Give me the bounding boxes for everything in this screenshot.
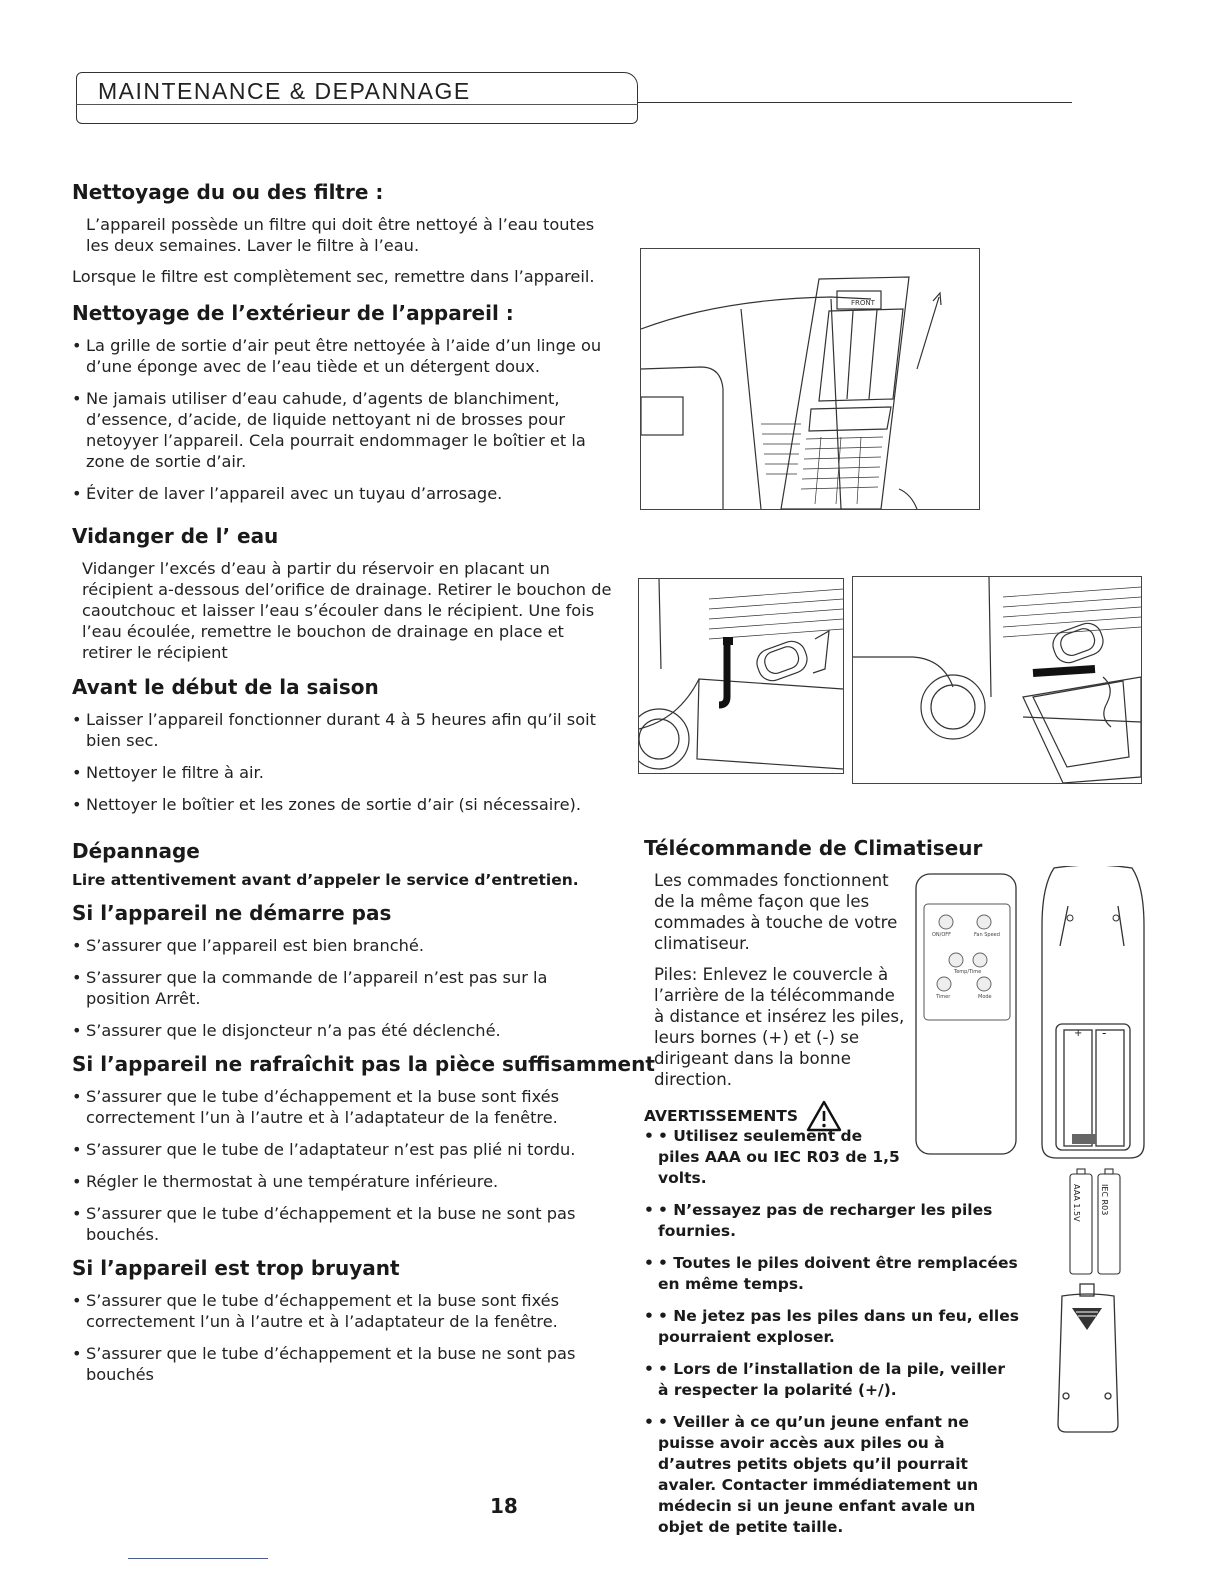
page-number: 18: [490, 1494, 518, 1518]
warning-item: • • Utilisez seulement de piles AAA ou IEC R03 de 1,5 volts.: [644, 1126, 908, 1189]
heading-too-noisy: Si l’appareil est trop bruyant: [72, 1256, 400, 1280]
heading-remote: Télécommande de Climatiseur: [644, 836, 983, 860]
left-column: [72, 180, 655, 1396]
batteries-illustration: [1066, 1168, 1124, 1278]
heading-drain-water: Vidanger de l’ eau: [72, 524, 279, 548]
bullet-list: [72, 709, 612, 815]
filter-drawing: [641, 249, 979, 509]
front-label: FRONT: [851, 299, 875, 307]
remote-back-illustration: [1040, 866, 1146, 1162]
list-item: • S’assurer que le tube d’échappement et la buse sont fixés correctement l’un à l’autre et à l’adaptateur de la fenêtre.: [72, 1086, 612, 1128]
remote-front-illustration: [914, 870, 1020, 1160]
battery-label-1: AAA 1.5V: [1072, 1184, 1081, 1222]
header-rule: [638, 102, 1072, 103]
warning-item: • • Ne jetez pas les piles dans un feu, elles pourraient exploser.: [644, 1306, 1020, 1348]
paragraph: Lorsque le filtre est complètement sec, remettre dans l’appareil.: [72, 267, 595, 286]
section-title: MAINTENANCE & DEPANNAGE: [98, 78, 471, 104]
timer-label: Timer: [936, 994, 951, 1000]
heading-not-cooling: Si l’appareil ne rafraîchit pas la pièce suffisamment: [72, 1052, 655, 1076]
drain-plug-illustration: [638, 578, 844, 774]
paragraph: Les commades fonctionnent de la même façon que les commades à touche de votre climatiseur.: [654, 871, 898, 953]
onoff-label: ON/OFF: [932, 932, 952, 938]
heading-filter-cleaning: Nettoyage du ou des filtre :: [72, 180, 384, 204]
list-item: • Laisser l’appareil fonctionner durant 4 à 5 heures afin qu’il soit bien sec.: [72, 709, 612, 751]
paragraph: L’appareil possède un filtre qui doit être nettoyé à l’eau toutes les deux semaines. Laver le filtre à l’eau.: [86, 215, 595, 255]
list-item: • Nettoyer le boîtier et les zones de sortie d’air (si nécessaire).: [72, 794, 612, 815]
heading-exterior-cleaning: Nettoyage de l’extérieur de l’appareil :: [72, 301, 514, 325]
bullet-list: [72, 1086, 612, 1245]
paragraph: Piles: Enlevez le couvercle à l’arrière de la télécommande à distance et insérez les piles, leurs bornes (+) et (-) se dirigeant dans la bonne direction.: [654, 965, 905, 1089]
warning-item: • • N’essayez pas de recharger les piles fournies.: [644, 1200, 1020, 1242]
list-item: • Ne jamais utiliser d’eau cahude, d’agents de blanchiment, d’essence, d’acide, de liquide nettoyant ni de brosses pour netoyyer l’appareil. Cela pourrait endommager le boîtier et la zone de sortie d’air.: [72, 388, 612, 472]
minus-symbol: -: [1102, 1026, 1107, 1040]
warnings-title: AVERTISSEMENTS: [644, 1107, 799, 1125]
draining-drawing: [853, 577, 1141, 783]
list-item: • S’assurer que le tube d’échappement et la buse sont fixés correctement l’un à l’autre et à l’adaptateur de la fenêtre.: [72, 1290, 612, 1332]
list-item: • Éviter de laver l’appareil avec un tuyau d’arrosage.: [72, 483, 612, 504]
bullet-list: [72, 935, 612, 1041]
warning-item: • • Toutes le piles doivent être remplacées en même temps.: [644, 1253, 1020, 1295]
bullet-list: [72, 1290, 612, 1385]
battery-cover-drawing: [1056, 1282, 1120, 1434]
remote-text: [644, 870, 906, 1132]
list-item: • S’assurer que l’appareil est bien branché.: [72, 935, 612, 956]
warning-item: • • Lors de l’installation de la pile, veiller à respecter la polarité (+/).: [644, 1359, 1020, 1401]
remote-section: [644, 836, 1024, 860]
plus-symbol: +: [1074, 1028, 1083, 1039]
footer-rule: [128, 1558, 268, 1559]
list-item: • S’assurer que la commande de l’appareil n’est pas sur la position Arrêt.: [72, 967, 612, 1009]
drain-drawing: [639, 579, 843, 773]
heading-troubleshooting: Dépannage: [72, 839, 200, 863]
battery-label-2: IEC R03: [1100, 1184, 1109, 1216]
remote-back-drawing: [1040, 866, 1146, 1162]
bullet-list: [72, 335, 612, 504]
remote-front-drawing: [914, 870, 1020, 1160]
battery-cover-illustration: [1056, 1282, 1120, 1434]
troubleshooting-note: Lire attentivement avant d’appeler le service d’entretien.: [72, 871, 579, 889]
warning-item: • • Veiller à ce qu’un jeune enfant ne puisse avoir accès aux piles ou à d’autres petits objets qu’il pourrait avaler. Contacter immédiatement un médecin si un jeune enfant avale un objet de petite taille.: [644, 1412, 1020, 1538]
list-item: • S’assurer que le tube d’échappement et la buse ne sont pas bouchés: [72, 1343, 612, 1385]
list-item: • Nettoyer le filtre à air.: [72, 762, 612, 783]
temp-time-label: Temp/Time: [954, 969, 982, 975]
list-item: • La grille de sortie d’air peut être nettoyée à l’aide d’un linge ou d’une éponge avec de l’eau tiède et un détergent doux.: [72, 335, 612, 377]
paragraph: Vidanger l’excés d’eau à partir du réservoir en placant un récipient a-dessous del’orifice de drainage. Retirer le bouchon de caoutchouc et laisser l’eau s’écouler dans le récipient. Une fois l’eau écoulée, remettre le bouchon de drainage en place et retirer le récipient: [82, 559, 612, 662]
list-item: • S’assurer que le tube de l’adaptateur n’est pas plié ni tordu.: [72, 1139, 612, 1160]
warnings-list: [644, 1126, 1020, 1549]
list-item: • Régler le thermostat à une température inférieure.: [72, 1171, 612, 1192]
draining-pan-illustration: [852, 576, 1142, 784]
heading-no-start: Si l’appareil ne démarre pas: [72, 901, 392, 925]
mode-label: Mode: [978, 994, 992, 1000]
heading-season-start: Avant le début de la saison: [72, 675, 379, 699]
list-item: • S’assurer que le tube d’échappement et la buse ne sont pas bouchés.: [72, 1203, 612, 1245]
fan-speed-label: Fan Speed: [974, 932, 1000, 938]
list-item: • S’assurer que le disjoncteur n’a pas été déclenché.: [72, 1020, 612, 1041]
filter-removal-illustration: [640, 248, 980, 510]
